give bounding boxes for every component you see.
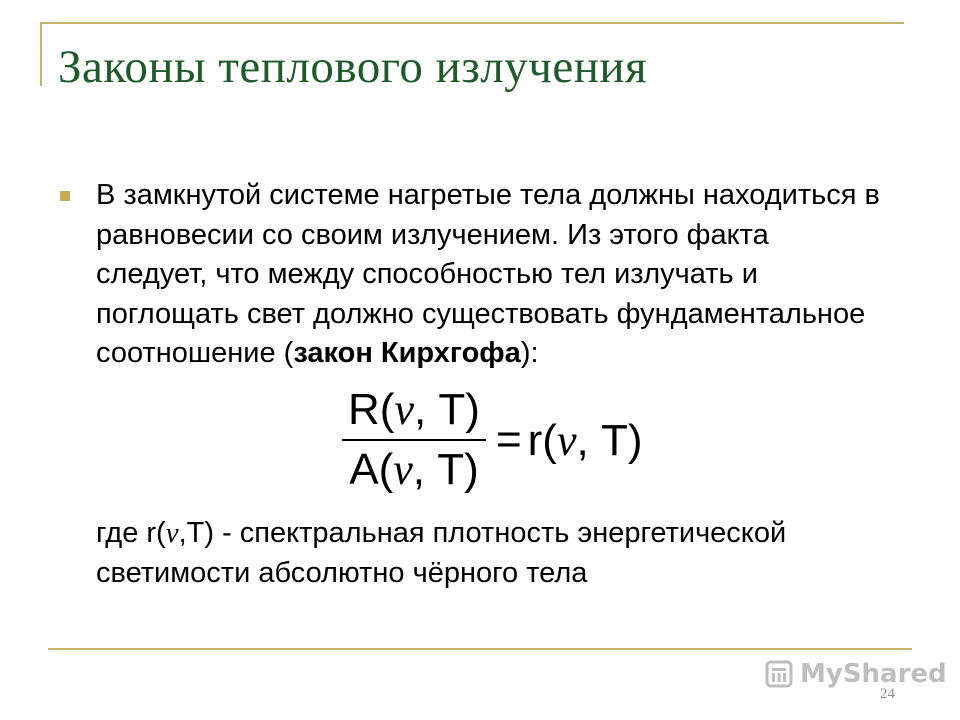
formula-explanation [96,514,896,593]
denominator-args: , T) [412,445,479,494]
formula-denominator [343,444,485,496]
slide-title: Законы теплового излучения [58,41,648,93]
paragraph-text-start: В замкнутой системе нагретые тела должны находиться в равновесии со своим излучением. Из этого факта следует, что между способностью тел излучать и поглощать свет должно существовать фундаментальное соотношение ( [96,179,880,369]
numerator-args: , T) [413,385,480,434]
rhs-nu-symbol: ν [556,415,577,465]
rhs-args: , T) [576,415,643,465]
myshared-watermark [764,654,947,694]
kirchhoff-formula [342,382,642,498]
numerator-nu-symbol: ν [394,385,414,434]
paragraph-text-end: ): [520,337,539,369]
frame-left-line [40,22,42,86]
numerator-function: R( [348,385,395,434]
formula-fraction [342,384,486,496]
explanation-start: где r( [96,517,166,549]
frame-top-line [40,22,904,24]
fraction-bar [342,439,486,441]
frame-bottom-line [48,648,912,650]
rhs-function: r( [527,415,557,465]
denominator-nu-symbol: ν [393,445,413,494]
formula-numerator [342,384,486,436]
denominator-function: A( [349,445,394,494]
explanation-end: ,T) - спектральная плотность энергетической светимости абсолютно чёрного тела [96,517,787,589]
formula-equals-sign: = [495,415,522,464]
formula-rhs [528,415,643,466]
main-paragraph [96,176,886,374]
page-number: 24 [880,686,895,702]
kirchhoff-law-term: закон Кирхгофа [293,337,521,369]
bullet-square-icon [60,191,70,201]
myshared-logo-icon [764,659,794,689]
watermark-text: MyShared [800,659,947,689]
explanation-nu-symbol: ν [165,517,179,549]
